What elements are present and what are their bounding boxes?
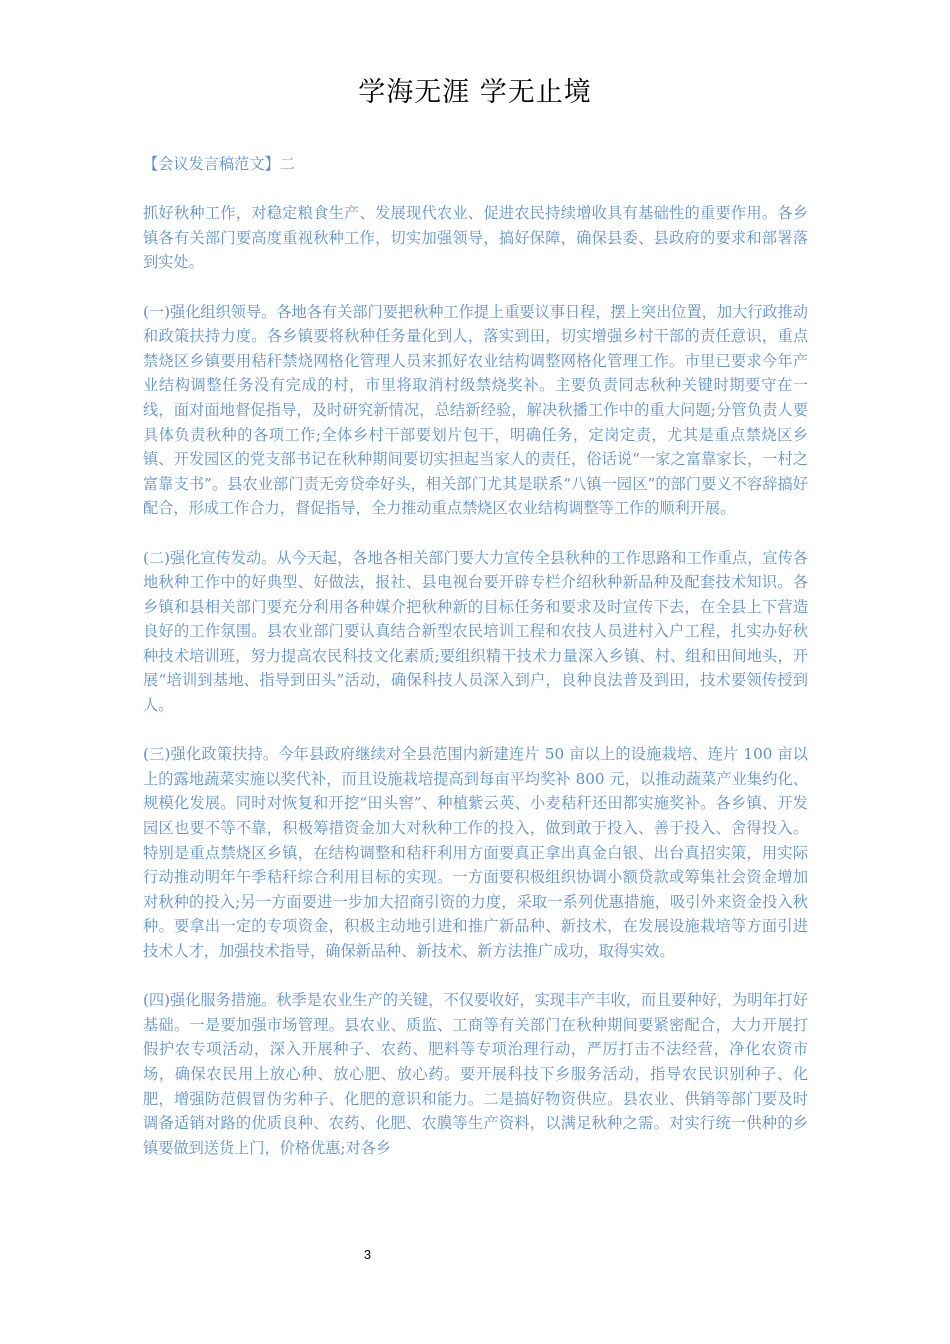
- page-number: 3: [363, 1247, 372, 1262]
- page-header-title: 学海无涯 学无止境: [358, 77, 592, 108]
- paragraph-intro: 抓好秋种工作，对稳定粮食生产、发展现代农业、促进农民持续增收具有基础性的重要作用。各乡镇各有关部门要高度重视秋种工作，切实加强领导，搞好保障，确保县委、县政府的要求和部署落到实处。: [143, 204, 808, 272]
- document-heading: 【会议发言稿范文】二: [143, 155, 295, 173]
- paragraph-organization: (一)强化组织领导。各地各有关部门要把秋种工作提上重要议事日程，摆上突出位置，加大行政推动和政策扶持力度。各乡镇要将秋种任务量化到人，落实到田，切实增强乡村干部的责任意识，重点禁烧区乡镇要用秸秆禁烧网格化管理人员来抓好农业结构调整网格化管理工作。市里已要求今年产业结构调整任务没有完成的村，市里将取消村级禁烧奖补。主要负责同志秋种关键时期要守在一线，面对面地督促指导，及时研究新情况，总结新经验，解决秋播工作中的重大问题;分管负责人要具体负责秋种的各项工作;全体乡村干部要划片包干，明确任务，定岗定责，尤其是重点禁烧区乡镇、开发园区的党支部书记在秋种期间要切实担起当家人的责任，俗话说“一家之富靠家长，一村之富靠支书”。县农业部门责无旁贷牵好头，相关部门尤其是联系“八镇一园区”的部门要义不容辞搞好配合，形成工作合力，督促指导，全力推动重点禁烧区农业结构调整等工作的顺利开展。: [143, 302, 808, 518]
- paragraph-service: (四)强化服务措施。秋季是农业生产的关键，不仅要收好，实现丰产丰收，而且要种好，为明年打好基础。一是要加强市场管理。县农业、质监、工商等有关部门在秋种期间要紧密配合，大力开展打假护农专项活动，深入开展种子、农药、肥料等专项治理行动，严厉打击不法经营，净化农资市场，确保农民用上放心种、放心肥、放心药。要开展科技下乡服务活动，指导农民识别种子、化肥，增强防范假冒伪劣种子、化肥的意识和能力。二是搞好物资供应。县农业、供销等部门要及时调备适销对路的优质良种、农药、化肥、农膜等生产资料，以满足秋种之需。对实行统一供种的乡镇要做到送货上门，价格优惠;对各乡: [143, 991, 808, 1157]
- paragraph-policy: (三)强化政策扶持。今年县政府继续对全县范围内新建连片 50 亩以上的设施栽培、连片 100 亩以上的露地蔬菜实施以奖代补，而且设施栽培提高到每亩平均奖补 800 元，以推动蔬菜产业集约化、规模化发展。同时对恢复和开挖“田头窖”、种植紫云英、小麦秸秆还田都实施奖补。各乡镇、开发园区也要不等不靠，积极筹措资金加大对秋种工作的投入，做到敢于投入、善于投入、舍得投入。特别是重点禁烧区乡镇，在结构调整和秸秆利用方面要真正拿出真金白银、出台真招实策，用实际行动推动明年午季秸秆综合利用目标的实现。一方面要积极组织协调小额贷款或筹集社会资金增加对秋种的投入;另一方面要进一步加大招商引资的力度，采取一系列优惠措施，吸引外来资金投入秋种。要拿出一定的专项资金，积极主动地引进和推广新品种、新技术，在发展设施栽培等方面引进技术人才，加强技术指导，确保新品种、新技术、新方法推广成功，取得实效。: [143, 745, 808, 960]
- document-body: [143, 152, 808, 1185]
- paragraph-publicity: (二)强化宣传发动。从今天起，各地各相关部门要大力宣传全县秋种的工作思路和工作重点，宣传各地秋种工作中的好典型、好做法，报社、县电视台要开辟专栏介绍秋种新品种及配套技术知识。各乡镇和县相关部门要充分利用各种媒介把秋种新的目标任务和要求及时宣传下去，在全县上下营造良好的工作氛围。县农业部门要认真结合新型农民培训工程和农技人员进村入户工程，扎实办好秋种技术培训班，努力提高农民科技文化素质;要组织精干技术力量深入乡镇、村、组和田间地头，开展“培训到基地、指导到田头”活动，确保科技人员深入到户，良种良法普及到田，技术要领传授到人。: [143, 548, 808, 715]
